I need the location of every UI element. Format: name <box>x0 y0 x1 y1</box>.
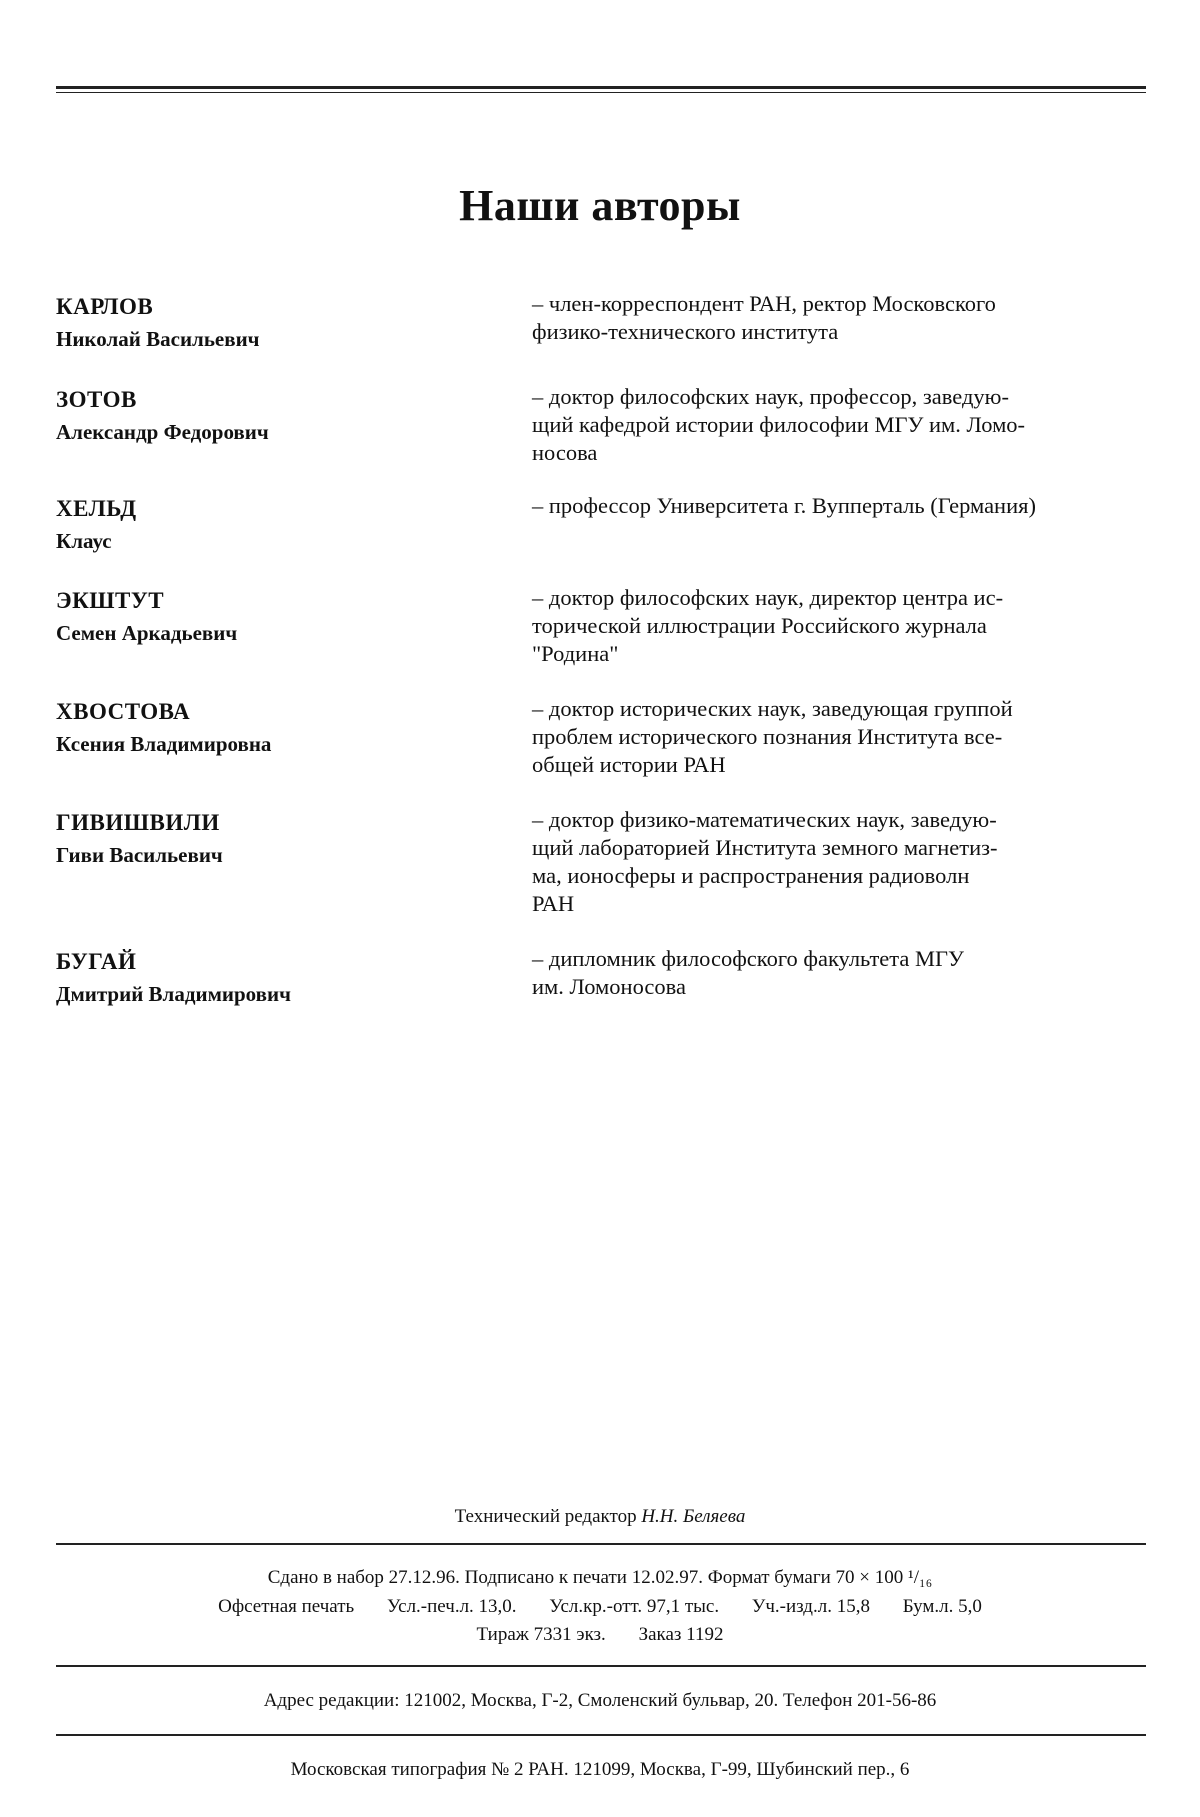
author-names <box>56 492 516 556</box>
author-surname: ХЕЛЬД <box>56 496 137 521</box>
author-surname: ГИВИШВИЛИ <box>56 810 220 835</box>
imprint-divider <box>56 1734 1146 1736</box>
author-given-name: Николай Васильевич <box>56 327 260 351</box>
author-given-name: Ксения Владимировна <box>56 732 272 756</box>
imprint-divider <box>56 1665 1146 1667</box>
technical-editor-name: Н.Н. Беляева <box>641 1506 746 1527</box>
imprint-item: Офсетная печать <box>218 1596 355 1617</box>
author-surname: ХВОСТОВА <box>56 699 191 724</box>
author-description: – доктор исторических наук, заведующая группой проблем исторического познания Института все- общей истории РАН <box>532 696 1013 777</box>
author-description: – член-корреспондент РАН, ректор Московского физико-технического института <box>532 291 996 344</box>
top-rule-secondary <box>56 92 1146 93</box>
imprint-line-2 <box>0 1596 1200 1618</box>
author-names <box>56 290 516 354</box>
author-given-name: Семен Аркадьевич <box>56 621 238 645</box>
imprint-item: Уч.-изд.л. 15,8 <box>751 1596 870 1617</box>
author-given-name: Клаус <box>56 529 112 553</box>
author-surname: БУГАЙ <box>56 949 137 974</box>
imprint-item: Усл.-печ.л. 13,0. <box>386 1596 517 1617</box>
printer-address: Московская типография № 2 РАН. 121099, Москва, Г-99, Шубинский пер., 6 <box>290 1759 910 1780</box>
editorial-address: Адрес редакции: 121002, Москва, Г-2, Смоленский бульвар, 20. Телефон 201-56-86 <box>263 1690 937 1711</box>
author-surname: ЗОТОВ <box>56 387 137 412</box>
author-description: – профессор Университета г. Вупперталь (Германия) <box>532 493 1036 518</box>
imprint-line-3 <box>0 1624 1200 1646</box>
author-names <box>56 383 516 447</box>
author-description: – доктор физико-математических наук, заведую- щий лабораторией Института земного магнетиз- ма, ионосферы и распространения радиоволн РАН <box>532 807 998 916</box>
author-given-name: Гиви Васильевич <box>56 843 223 867</box>
technical-editor-label: Технический редактор <box>454 1506 637 1527</box>
author-description: – дипломник философского факультета МГУ им. Ломоносова <box>532 946 964 999</box>
imprint-divider <box>56 1543 1146 1545</box>
author-given-name: Александр Федорович <box>56 420 269 444</box>
imprint-item: Бум.л. 5,0 <box>902 1596 982 1617</box>
author-description: – доктор философских наук, профессор, заведую- щий кафедрой истории философии МГУ им. Ломо- носова <box>532 384 1026 465</box>
author-names <box>56 584 516 648</box>
author-given-name: Дмитрий Владимирович <box>56 982 291 1006</box>
page-title: Наши авторы <box>459 181 741 230</box>
author-names <box>56 806 516 870</box>
imprint-item: Тираж 7331 экз. <box>476 1624 606 1645</box>
imprint-line-1: Сдано в набор 27.12.96. Подписано к печати 12.02.97. Формат бумаги 70 × 100 ¹/₁₆ <box>267 1567 933 1588</box>
imprint-item: Усл.кр.-отт. 97,1 тыс. <box>549 1596 720 1617</box>
author-description: – доктор философских наук, директор центра ис- торической иллюстрации Российского журнала "Родина" <box>532 585 1004 666</box>
author-surname: КАРЛОВ <box>56 294 154 319</box>
top-rule <box>56 86 1146 89</box>
technical-editor <box>0 1506 1200 1528</box>
author-surname: ЭКШТУТ <box>56 588 165 613</box>
author-names <box>56 945 516 1009</box>
author-names <box>56 695 516 759</box>
imprint-item: Заказ 1192 <box>638 1624 724 1645</box>
